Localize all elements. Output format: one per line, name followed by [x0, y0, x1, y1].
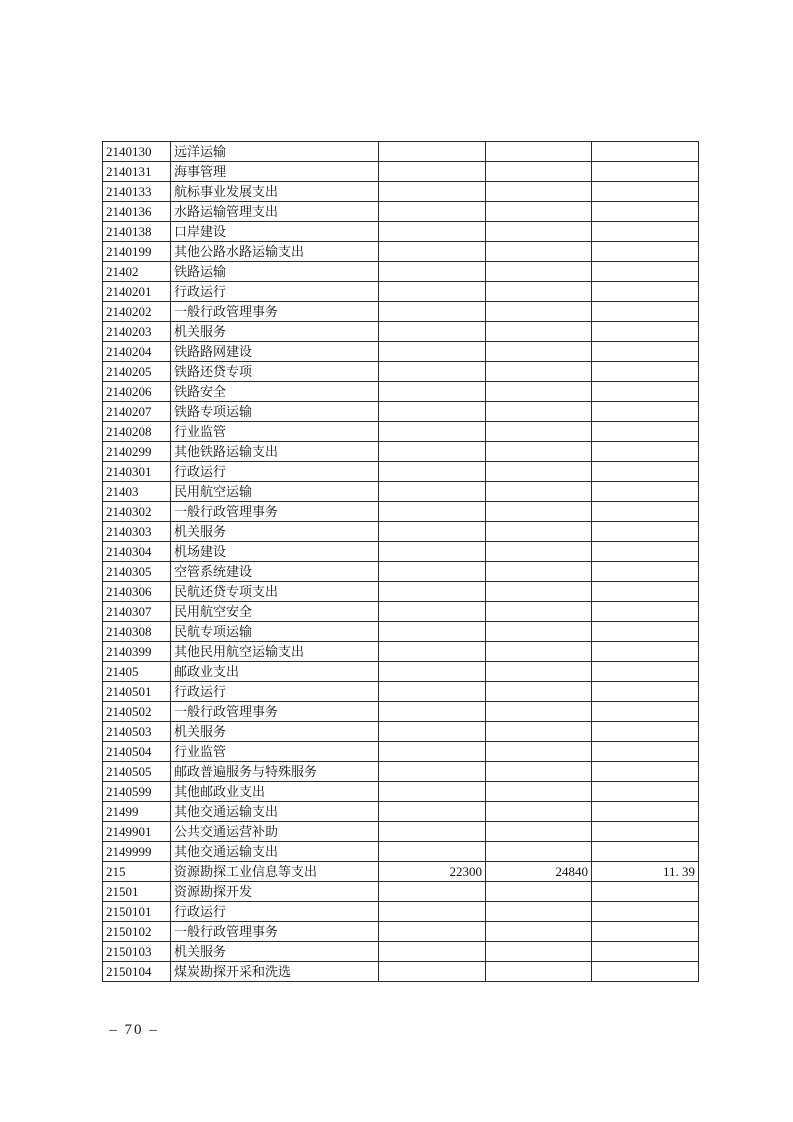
- cell-item-name: 邮政业支出: [171, 662, 379, 682]
- cell-value-1: [379, 242, 486, 262]
- cell-value-3: [592, 222, 699, 242]
- cell-value-1: [379, 422, 486, 442]
- cell-code: 2140131: [103, 162, 171, 182]
- cell-value-1: [379, 742, 486, 762]
- cell-value-1: [379, 782, 486, 802]
- cell-item-name: 航标事业发展支出: [171, 182, 379, 202]
- cell-item-name: 行政运行: [171, 902, 379, 922]
- cell-code: 2140206: [103, 382, 171, 402]
- cell-value-1: [379, 222, 486, 242]
- cell-value-3: [592, 182, 699, 202]
- cell-code: 21501: [103, 882, 171, 902]
- cell-value-2: [486, 842, 592, 862]
- cell-code: 21403: [103, 482, 171, 502]
- cell-item-name: 煤炭勘探开采和洗选: [171, 962, 379, 982]
- cell-code: 21402: [103, 262, 171, 282]
- cell-value-1: [379, 662, 486, 682]
- table-row: [103, 402, 699, 422]
- table-row: [103, 242, 699, 262]
- cell-code: 2150104: [103, 962, 171, 982]
- cell-value-1: [379, 502, 486, 522]
- table-row: [103, 622, 699, 642]
- cell-value-3: [592, 502, 699, 522]
- cell-value-3: [592, 842, 699, 862]
- cell-value-3: [592, 402, 699, 422]
- table-row: [103, 182, 699, 202]
- cell-value-1: [379, 282, 486, 302]
- cell-value-3: [592, 482, 699, 502]
- table-row: [103, 902, 699, 922]
- cell-value-2: [486, 382, 592, 402]
- cell-item-name: 公共交通运营补助: [171, 822, 379, 842]
- cell-value-2: [486, 182, 592, 202]
- table-row: [103, 382, 699, 402]
- cell-value-3: 11. 39: [592, 862, 699, 882]
- table-row: [103, 322, 699, 342]
- cell-value-2: [486, 502, 592, 522]
- table-row: [103, 342, 699, 362]
- cell-value-3: [592, 522, 699, 542]
- cell-value-2: 24840: [486, 862, 592, 882]
- table-row: [103, 462, 699, 482]
- cell-code: 2140399: [103, 642, 171, 662]
- table-row: [103, 782, 699, 802]
- cell-value-3: [592, 302, 699, 322]
- cell-value-1: [379, 762, 486, 782]
- cell-item-name: 资源勘探工业信息等支出: [171, 862, 379, 882]
- cell-value-1: [379, 582, 486, 602]
- cell-value-2: [486, 402, 592, 422]
- cell-value-2: [486, 602, 592, 622]
- cell-value-2: [486, 642, 592, 662]
- cell-item-name: 水路运输管理支出: [171, 202, 379, 222]
- cell-value-1: [379, 442, 486, 462]
- cell-item-name: 机关服务: [171, 322, 379, 342]
- cell-value-2: [486, 902, 592, 922]
- cell-value-1: [379, 822, 486, 842]
- cell-item-name: 行业监管: [171, 742, 379, 762]
- cell-value-3: [592, 822, 699, 842]
- cell-item-name: 民用航空安全: [171, 602, 379, 622]
- cell-code: 2140306: [103, 582, 171, 602]
- cell-value-2: [486, 362, 592, 382]
- cell-code: 2140504: [103, 742, 171, 762]
- cell-code: 2140202: [103, 302, 171, 322]
- cell-value-3: [592, 922, 699, 942]
- table-row: [103, 942, 699, 962]
- table-row: [103, 802, 699, 822]
- cell-item-name: 机关服务: [171, 522, 379, 542]
- table-row: [103, 162, 699, 182]
- cell-value-2: [486, 722, 592, 742]
- cell-value-3: [592, 262, 699, 282]
- table-row: [103, 582, 699, 602]
- cell-value-3: [592, 942, 699, 962]
- cell-value-3: [592, 622, 699, 642]
- cell-item-name: 机关服务: [171, 942, 379, 962]
- cell-value-2: [486, 702, 592, 722]
- cell-value-3: [592, 882, 699, 902]
- cell-item-name: 铁路路网建设: [171, 342, 379, 362]
- cell-value-3: [592, 642, 699, 662]
- cell-value-1: 22300: [379, 862, 486, 882]
- cell-item-name: 空管系统建设: [171, 562, 379, 582]
- cell-code: 2149999: [103, 842, 171, 862]
- cell-value-3: [592, 142, 699, 162]
- table-row: [103, 602, 699, 622]
- table-row: [103, 442, 699, 462]
- cell-code: 2140205: [103, 362, 171, 382]
- cell-value-2: [486, 302, 592, 322]
- cell-value-3: [592, 682, 699, 702]
- cell-value-1: [379, 362, 486, 382]
- cell-value-2: [486, 682, 592, 702]
- cell-item-name: 铁路安全: [171, 382, 379, 402]
- cell-value-3: [592, 342, 699, 362]
- table-row: [103, 142, 699, 162]
- cell-value-2: [486, 162, 592, 182]
- cell-item-name: 行政运行: [171, 462, 379, 482]
- cell-value-1: [379, 602, 486, 622]
- cell-value-2: [486, 662, 592, 682]
- cell-value-2: [486, 922, 592, 942]
- cell-item-name: 机关服务: [171, 722, 379, 742]
- cell-code: 2140501: [103, 682, 171, 702]
- cell-value-2: [486, 262, 592, 282]
- cell-value-1: [379, 682, 486, 702]
- cell-item-name: 口岸建设: [171, 222, 379, 242]
- table-row: [103, 422, 699, 442]
- cell-code: 2140307: [103, 602, 171, 622]
- cell-value-1: [379, 182, 486, 202]
- cell-value-3: [592, 322, 699, 342]
- cell-value-2: [486, 582, 592, 602]
- cell-value-1: [379, 402, 486, 422]
- cell-value-3: [592, 162, 699, 182]
- cell-value-3: [592, 602, 699, 622]
- cell-value-2: [486, 422, 592, 442]
- cell-value-3: [592, 902, 699, 922]
- cell-code: 2140302: [103, 502, 171, 522]
- table-row: [103, 542, 699, 562]
- cell-value-2: [486, 562, 592, 582]
- cell-code: 2140304: [103, 542, 171, 562]
- table-row: [103, 562, 699, 582]
- table-row: [103, 502, 699, 522]
- cell-value-1: [379, 162, 486, 182]
- cell-value-2: [486, 142, 592, 162]
- cell-value-1: [379, 462, 486, 482]
- cell-value-1: [379, 922, 486, 942]
- cell-value-1: [379, 342, 486, 362]
- cell-item-name: 行政运行: [171, 282, 379, 302]
- cell-value-2: [486, 202, 592, 222]
- cell-value-1: [379, 382, 486, 402]
- cell-value-2: [486, 882, 592, 902]
- cell-code: 2140308: [103, 622, 171, 642]
- cell-code: 2150101: [103, 902, 171, 922]
- cell-code: 2140305: [103, 562, 171, 582]
- cell-item-name: 行业监管: [171, 422, 379, 442]
- cell-value-2: [486, 542, 592, 562]
- cell-value-2: [486, 282, 592, 302]
- table-row: [103, 702, 699, 722]
- cell-item-name: 其他交通运输支出: [171, 802, 379, 822]
- cell-value-1: [379, 842, 486, 862]
- table-row: [103, 862, 699, 882]
- cell-value-3: [592, 382, 699, 402]
- cell-value-3: [592, 762, 699, 782]
- cell-value-3: [592, 462, 699, 482]
- cell-value-1: [379, 542, 486, 562]
- table-row: [103, 762, 699, 782]
- cell-value-2: [486, 942, 592, 962]
- cell-item-name: 铁路专项运输: [171, 402, 379, 422]
- cell-value-1: [379, 642, 486, 662]
- cell-code: 2140301: [103, 462, 171, 482]
- cell-code: 2140199: [103, 242, 171, 262]
- cell-value-3: [592, 202, 699, 222]
- cell-item-name: 铁路运输: [171, 262, 379, 282]
- cell-value-3: [592, 662, 699, 682]
- cell-code: 2150103: [103, 942, 171, 962]
- cell-value-3: [592, 282, 699, 302]
- cell-value-2: [486, 222, 592, 242]
- table-row: [103, 882, 699, 902]
- cell-code: 2140201: [103, 282, 171, 302]
- cell-item-name: 其他交通运输支出: [171, 842, 379, 862]
- table-row: [103, 662, 699, 682]
- page-number: – 70 –: [109, 1022, 159, 1038]
- cell-code: 2140502: [103, 702, 171, 722]
- cell-item-name: 一般行政管理事务: [171, 702, 379, 722]
- table-row: [103, 722, 699, 742]
- cell-value-2: [486, 322, 592, 342]
- cell-code: 2140599: [103, 782, 171, 802]
- cell-value-1: [379, 882, 486, 902]
- cell-value-2: [486, 522, 592, 542]
- cell-item-name: 资源勘探开发: [171, 882, 379, 902]
- cell-item-name: 海事管理: [171, 162, 379, 182]
- table-row: [103, 822, 699, 842]
- cell-value-2: [486, 822, 592, 842]
- cell-code: 2140203: [103, 322, 171, 342]
- table-row: [103, 482, 699, 502]
- cell-item-name: 其他民用航空运输支出: [171, 642, 379, 662]
- cell-value-3: [592, 362, 699, 382]
- cell-value-3: [592, 542, 699, 562]
- table-row: [103, 222, 699, 242]
- cell-item-name: 一般行政管理事务: [171, 302, 379, 322]
- cell-code: 2140208: [103, 422, 171, 442]
- cell-value-1: [379, 622, 486, 642]
- cell-code: 2140303: [103, 522, 171, 542]
- cell-value-2: [486, 342, 592, 362]
- cell-value-2: [486, 462, 592, 482]
- cell-item-name: 其他邮政业支出: [171, 782, 379, 802]
- cell-value-3: [592, 442, 699, 462]
- cell-value-1: [379, 302, 486, 322]
- cell-value-2: [486, 442, 592, 462]
- cell-value-3: [592, 702, 699, 722]
- cell-item-name: 其他公路水路运输支出: [171, 242, 379, 262]
- cell-value-2: [486, 242, 592, 262]
- cell-value-2: [486, 962, 592, 982]
- cell-item-name: 民航还贷专项支出: [171, 582, 379, 602]
- cell-value-2: [486, 622, 592, 642]
- cell-value-3: [592, 582, 699, 602]
- cell-code: 2140130: [103, 142, 171, 162]
- cell-value-3: [592, 722, 699, 742]
- cell-value-1: [379, 262, 486, 282]
- table-row: [103, 262, 699, 282]
- cell-code: 2140505: [103, 762, 171, 782]
- cell-item-name: 民用航空运输: [171, 482, 379, 502]
- cell-value-1: [379, 562, 486, 582]
- cell-code: 2150102: [103, 922, 171, 942]
- cell-item-name: 铁路还贷专项: [171, 362, 379, 382]
- table-row: [103, 282, 699, 302]
- cell-value-1: [379, 702, 486, 722]
- table-row: [103, 522, 699, 542]
- cell-item-name: 机场建设: [171, 542, 379, 562]
- cell-value-2: [486, 802, 592, 822]
- cell-value-1: [379, 722, 486, 742]
- cell-value-1: [379, 902, 486, 922]
- table-row: [103, 642, 699, 662]
- cell-value-2: [486, 482, 592, 502]
- cell-value-1: [379, 142, 486, 162]
- table-row: [103, 842, 699, 862]
- cell-item-name: 邮政普遍服务与特殊服务: [171, 762, 379, 782]
- cell-item-name: 一般行政管理事务: [171, 502, 379, 522]
- cell-value-3: [592, 742, 699, 762]
- cell-value-2: [486, 782, 592, 802]
- cell-code: 2140207: [103, 402, 171, 422]
- cell-code: 215: [103, 862, 171, 882]
- budget-table-body: [103, 142, 699, 982]
- cell-code: 2140138: [103, 222, 171, 242]
- cell-item-name: 一般行政管理事务: [171, 922, 379, 942]
- table-row: [103, 682, 699, 702]
- cell-value-1: [379, 202, 486, 222]
- cell-value-2: [486, 742, 592, 762]
- cell-value-3: [592, 802, 699, 822]
- table-row: [103, 202, 699, 222]
- cell-code: 2140299: [103, 442, 171, 462]
- cell-item-name: 远洋运输: [171, 142, 379, 162]
- cell-value-1: [379, 942, 486, 962]
- cell-item-name: 其他铁路运输支出: [171, 442, 379, 462]
- table-row: [103, 742, 699, 762]
- cell-value-3: [592, 782, 699, 802]
- cell-value-2: [486, 762, 592, 782]
- cell-value-3: [592, 962, 699, 982]
- cell-value-3: [592, 562, 699, 582]
- cell-code: 2140204: [103, 342, 171, 362]
- cell-value-1: [379, 962, 486, 982]
- cell-value-1: [379, 522, 486, 542]
- cell-value-1: [379, 802, 486, 822]
- table-row: [103, 962, 699, 982]
- cell-item-name: 行政运行: [171, 682, 379, 702]
- table-row: [103, 302, 699, 322]
- cell-code: 2140503: [103, 722, 171, 742]
- cell-value-1: [379, 482, 486, 502]
- cell-code: 2140133: [103, 182, 171, 202]
- cell-value-3: [592, 422, 699, 442]
- cell-value-3: [592, 242, 699, 262]
- cell-value-1: [379, 322, 486, 342]
- cell-code: 21405: [103, 662, 171, 682]
- table-row: [103, 922, 699, 942]
- cell-code: 2140136: [103, 202, 171, 222]
- table-row: [103, 362, 699, 382]
- cell-code: 21499: [103, 802, 171, 822]
- cell-code: 2149901: [103, 822, 171, 842]
- budget-table: [102, 141, 699, 982]
- cell-item-name: 民航专项运输: [171, 622, 379, 642]
